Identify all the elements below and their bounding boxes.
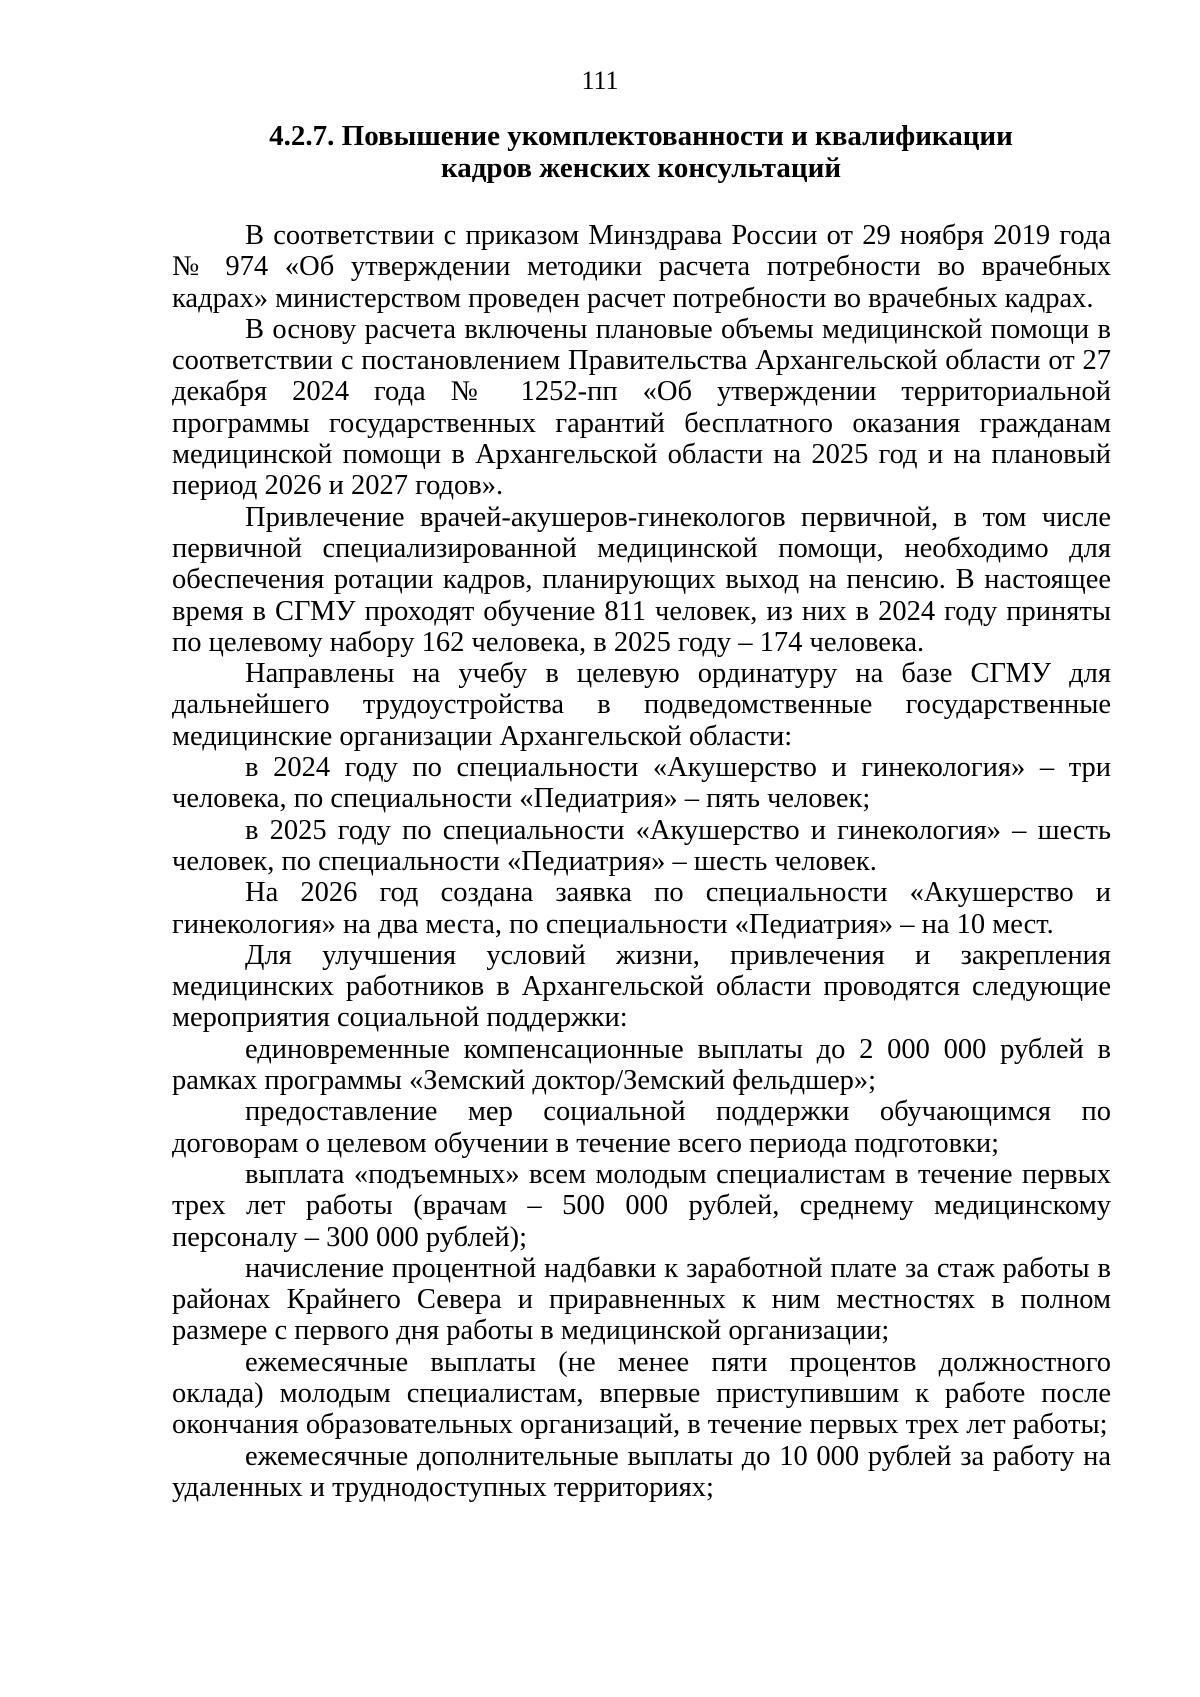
list-item: выплата «подъемных» всем молодым специалистам в течение первых трех лет работы (врачам – 500 000 рублей, среднему медицинскому персоналу – 300 000 рублей); <box>172 1158 1111 1253</box>
section-heading-line-2: кадров женских консультаций <box>440 152 842 184</box>
list-item: ежемесячные дополнительные выплаты до 10 000 рублей за работу на удаленных и труднодоступных территориях; <box>172 1440 1111 1503</box>
paragraph: В соответствии с приказом Минздрава России от 29 ноября 2019 года № 974 «Об утверждении методики расчета потребности во врачебных кадрах» министерством проведен расчет потребности во врачебных кадрах. <box>172 220 1111 314</box>
body-text <box>172 220 1111 1503</box>
section-heading-line-1: 4.2.7. Повышение укомплектованности и квалификации <box>269 120 1013 152</box>
list-item: в 2024 году по специальности «Акушерство и гинекология» – три человека, по специальности «Педиатрия» – пять человек; <box>172 752 1111 815</box>
page-number: 111 <box>581 66 619 95</box>
list-item: единовременные компенсационные выплаты до 2 000 000 рублей в рамках программы «Земский доктор/Земский фельдшер»; <box>172 1033 1111 1097</box>
paragraph: В основу расчета включены плановые объемы медицинской помощи в соответствии с постановлением Правительства Архангельской области от 27 декабря 2024 года № 1252-пп «Об утверждении территориальной программы государственных гарантий бесплатного оказания гражданам медицинской помощи в Архангельской области на 2025 год и на плановый период 2026 и 2027 годов». <box>172 313 1111 502</box>
paragraph: На 2026 год создана заявка по специальности «Акушерство и гинекология» на два места, по специальности «Педиатрия» – на 10 мест. <box>172 877 1111 940</box>
paragraph: Привлечение врачей-акушеров-гинекологов первичной, в том числе первичной специализированной медицинской помощи, необходимо для обеспечения ротации кадров, планирующих выход на пенсию. В настоящее время в СГМУ проходят обучение 811 человек, из них в 2024 году приняты по целевому набору 162 человека, в 2025 году – 174 человека. <box>172 501 1111 658</box>
list-item: начисление процентной надбавки к заработной плате за стаж работы в районах Крайнего Севера и приравненных к ним местностях в полном размере с первого дня работы в медицинской организации; <box>172 1252 1111 1347</box>
list-item: ежемесячные выплаты (не менее пяти процентов должностного оклада) молодым специалистам, впервые приступившим к работе после окончания образовательных организаций, в течение первых трех лет работы; <box>172 1346 1111 1441</box>
list-item: предоставление мер социальной поддержки обучающимся по договорам о целевом обучении в течение всего периода подготовки; <box>172 1096 1111 1159</box>
list-item: в 2025 году по специальности «Акушерство и гинекология» – шесть человек, по специальности «Педиатрия» – шесть человек. <box>172 814 1111 877</box>
paragraph: Направлены на учебу в целевую ординатуру на базе СГМУ для дальнейшего трудоустройства в подведомственные государственные медицинские организации Архангельской области: <box>172 658 1111 752</box>
paragraph: Для улучшения условий жизни, привлечения и закрепления медицинских работников в Архангельской области проводятся следующие мероприятия социальной поддержки: <box>172 939 1111 1034</box>
section-heading <box>172 120 1110 184</box>
